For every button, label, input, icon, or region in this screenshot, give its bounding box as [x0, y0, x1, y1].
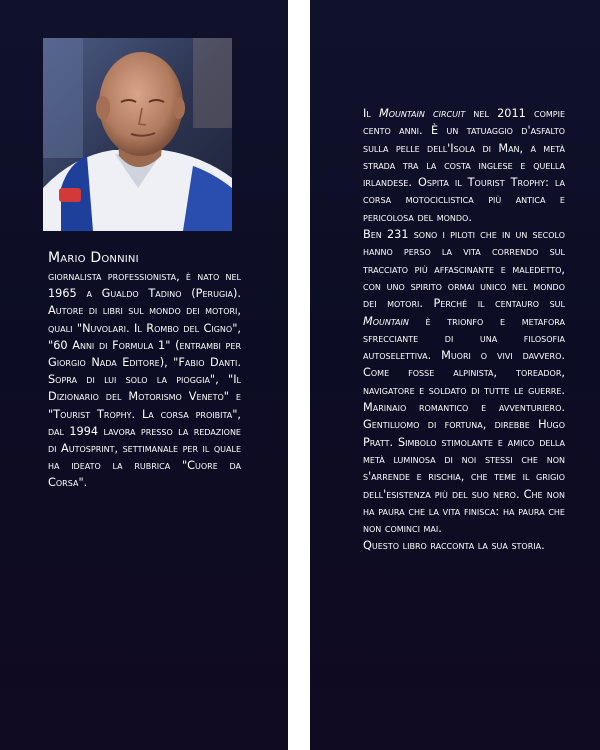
- book-blurb: [363, 105, 565, 555]
- blurb-paragraph: [363, 105, 565, 226]
- author-photo: [43, 38, 232, 231]
- blurb-italic-title: Mountain circuit: [378, 107, 466, 120]
- flap-divider: [288, 0, 310, 750]
- blurb-text: Il: [363, 107, 371, 120]
- blurb-italic-title: Mountain: [363, 314, 409, 328]
- blurb-closing: Questo libro racconta la sua storia.: [363, 539, 545, 553]
- blurb-text: Ben 231 sono i piloti che in un secolo hanno perso la vita correndo sul tracciato più affascinante e maledetto, con uno spirito ormai unico nel mondo dei motori. Perché il centauro sul: [363, 228, 565, 311]
- left-flap: [0, 0, 288, 750]
- blurb-text: nel 2011 compie cento anni. È un tatuaggio d'asfalto sulla pelle dell'Isola di Man, a metà strada tra la costa inglese e quella irlandese. Ospita il Tourist Trophy: la corsa motociclistica più antica e pericolosa del mondo.: [363, 107, 566, 224]
- blurb-text: è trionfo e metafora sfrecciante di una filosofia autoselettiva. Muori o vivi davvero. Come fosse alpinista, toreador, navigatore e soldato di tutte le guerre. Marinaio romantico e avventuriero. Gentiluomo di fortuna, direbbe Hugo Pratt. Simbolo stimolante e amico della metà luminosa di noi stessi che non s'arrende e rischia, che teme il grigio dell'esistenza più del suo nero. Che non ha paura che la vita finisca: ha paura che non cominci mai.: [363, 314, 565, 536]
- author-name: Mario Donnini: [48, 250, 139, 266]
- blurb-paragraph: [363, 226, 565, 537]
- author-bio: giornalista professionista, è nato nel 1965 a Gualdo Tadino (Perugia). Autore di libri sul mondo dei motori, quali "Nuvolari. Il Rombo del Cigno", "60 Anni di Formula 1" (entrambi per Giorgio Nada Editore), "Fabio Danti. Sopra di lui solo la pioggia", "Il Dizionario del Motorismo Veneto" e "Tourist Trophy. La corsa proibita", dal 1994 lavora presso la redazione di Autosprint, settimanale per il quale ha ideato la rubrica "Cuore da Corsa".: [48, 270, 241, 490]
